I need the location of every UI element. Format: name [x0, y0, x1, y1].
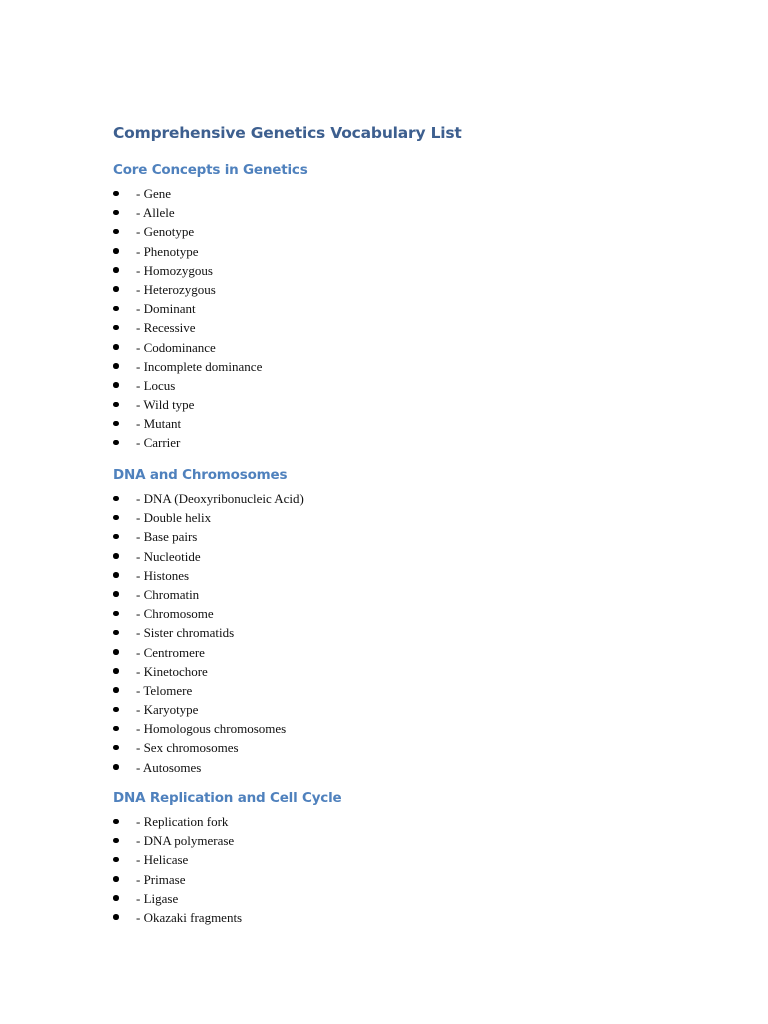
list-item — [113, 357, 308, 376]
term-text: - Wild type — [136, 397, 195, 413]
section-heading: Core Concepts in Genetics — [113, 162, 308, 178]
term-text: - Chromatin — [136, 586, 200, 602]
term-text: - Dominant — [136, 301, 196, 317]
list-item — [113, 527, 304, 546]
bullet-icon — [113, 229, 119, 235]
bullet-icon — [113, 325, 119, 331]
list-item — [113, 719, 304, 738]
term-text: - Sex chromosomes — [136, 740, 239, 756]
bullet-icon — [113, 515, 119, 521]
list-item — [113, 338, 308, 357]
bullet-icon — [113, 191, 119, 197]
term-text: - Homologous chromosomes — [136, 721, 287, 737]
list-item — [113, 812, 342, 831]
list-item — [113, 242, 308, 261]
term-text: - Incomplete dominance — [136, 358, 263, 374]
bullet-icon — [113, 707, 119, 713]
list-item — [113, 623, 304, 642]
bullet-icon — [113, 382, 119, 388]
term-text: - Carrier — [136, 435, 181, 451]
list-item — [113, 831, 342, 850]
list-item — [113, 280, 308, 299]
list-item — [113, 700, 304, 719]
list-item — [113, 758, 304, 777]
term-text: - Replication fork — [136, 814, 229, 829]
list-item — [113, 643, 304, 662]
bullet-icon — [113, 210, 119, 216]
section-dna-replication — [113, 790, 342, 927]
list-item — [113, 395, 308, 414]
term-text: - Double helix — [136, 510, 212, 526]
bullet-icon — [113, 553, 119, 559]
list-item — [113, 184, 308, 203]
list-item — [113, 547, 304, 566]
term-text: - Sister chromatids — [136, 625, 235, 641]
section-heading: DNA Replication and Cell Cycle — [113, 790, 342, 806]
bullet-icon — [113, 876, 119, 882]
list-item — [113, 738, 304, 757]
bullet-icon — [113, 819, 119, 825]
term-text: - Allele — [136, 205, 175, 221]
bullet-icon — [113, 440, 119, 446]
term-text: - Kinetochore — [136, 663, 208, 679]
term-text: - Heterozygous — [136, 281, 216, 297]
list-item — [113, 299, 308, 318]
bullet-icon — [113, 895, 119, 901]
list-item — [113, 908, 342, 927]
term-text: - Helicase — [136, 852, 189, 868]
bullet-icon — [113, 668, 119, 674]
list-item — [113, 433, 308, 452]
bullet-icon — [113, 267, 119, 273]
term-text: - DNA (Deoxyribonucleic Acid) — [136, 491, 304, 506]
bullet-icon — [113, 248, 119, 254]
term-list — [113, 184, 308, 453]
document-title: Comprehensive Genetics Vocabulary List — [113, 124, 462, 142]
list-item — [113, 414, 308, 433]
list-item — [113, 376, 308, 395]
list-item — [113, 604, 304, 623]
bullet-icon — [113, 838, 119, 844]
term-text: - Centromere — [136, 644, 205, 660]
term-text: - Chromosome — [136, 606, 214, 622]
section-heading: DNA and Chromosomes — [113, 467, 288, 483]
list-item — [113, 222, 308, 241]
bullet-icon — [113, 687, 119, 693]
list-item — [113, 489, 304, 508]
term-list — [113, 489, 304, 777]
term-text: - Codominance — [136, 339, 216, 355]
bullet-icon — [113, 306, 119, 312]
bullet-icon — [113, 572, 119, 578]
list-item — [113, 203, 308, 222]
bullet-icon — [113, 649, 119, 655]
bullet-icon — [113, 857, 119, 863]
section-dna-chromosomes — [113, 467, 304, 777]
term-text: - Base pairs — [136, 529, 198, 545]
term-text: - Karyotype — [136, 702, 199, 718]
list-item — [113, 585, 304, 604]
term-text: - Phenotype — [136, 243, 199, 259]
list-item — [113, 870, 342, 889]
bullet-icon — [113, 496, 119, 502]
term-text: - Autosomes — [136, 759, 202, 775]
bullet-icon — [113, 591, 119, 597]
bullet-icon — [113, 611, 119, 617]
term-text: - Recessive — [136, 320, 196, 336]
term-text: - Primase — [136, 871, 186, 887]
bullet-icon — [113, 914, 119, 920]
bullet-icon — [113, 726, 119, 732]
list-item — [113, 889, 342, 908]
term-text: - Ligase — [136, 890, 179, 906]
list-item — [113, 261, 308, 280]
bullet-icon — [113, 534, 119, 540]
bullet-icon — [113, 421, 119, 427]
list-item — [113, 681, 304, 700]
list-item — [113, 662, 304, 681]
section-core-concepts — [113, 162, 308, 453]
list-item — [113, 318, 308, 337]
bullet-icon — [113, 630, 119, 636]
bullet-icon — [113, 363, 119, 369]
list-item — [113, 508, 304, 527]
term-text: - Genotype — [136, 224, 195, 240]
term-list — [113, 812, 342, 927]
term-text: - Gene — [136, 186, 172, 201]
term-text: - Telomere — [136, 682, 193, 698]
term-text: - Okazaki fragments — [136, 909, 243, 925]
term-text: - Locus — [136, 377, 176, 393]
term-text: - Histones — [136, 567, 190, 583]
term-text: - DNA polymerase — [136, 833, 235, 849]
bullet-icon — [113, 402, 119, 408]
list-item — [113, 850, 342, 869]
term-text: - Homozygous — [136, 262, 213, 278]
bullet-icon — [113, 344, 119, 350]
bullet-icon — [113, 764, 119, 770]
term-text: - Nucleotide — [136, 548, 201, 564]
bullet-icon — [113, 286, 119, 292]
bullet-icon — [113, 745, 119, 751]
list-item — [113, 566, 304, 585]
term-text: - Mutant — [136, 416, 182, 432]
